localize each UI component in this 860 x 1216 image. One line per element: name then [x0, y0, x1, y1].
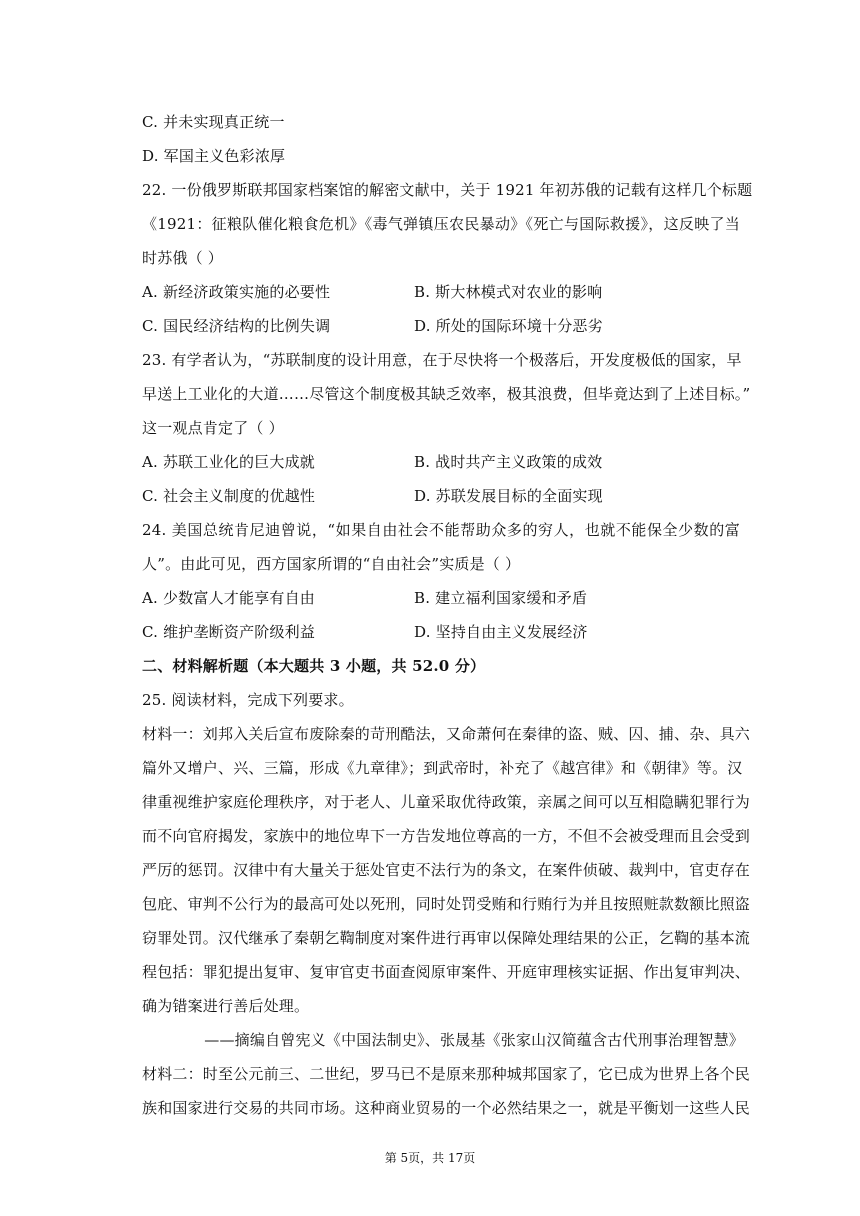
material-1-line-6: 包庇、审判不公行为的最高可处以死刑，同时处罚受贿和行贿行为并且按照赃款数额比照盗 [142, 895, 751, 913]
q23-option-a: A. 苏联工业化的巨大成就 [142, 453, 315, 471]
q21-option-c: C. 并未实现真正统一 [142, 113, 285, 131]
q24-option-b: B. 建立福利国家缓和矛盾 [414, 589, 588, 607]
q24-option-c: C. 维护垄断资产阶级利益 [142, 623, 316, 641]
q25-intro: 25. 阅读材料，完成下列要求。 [142, 691, 354, 709]
q23-stem-line-2: 早送上工业化的大道……尽管这个制度极其缺乏效率，极其浪费，但毕竟达到了上述目标。” [142, 385, 751, 403]
q22-stem-line-3: 时苏俄（ ） [142, 249, 223, 267]
material-2-line-1: 材料二：时至公元前三、二世纪，罗马已不是原来那种城邦国家了，它已成为世界上各个民 [142, 1065, 751, 1083]
q22-option-b: B. 斯大林模式对农业的影响 [414, 283, 603, 301]
material-2-line-2: 族和国家进行交易的共同市场。这种商业贸易的一个必然结果之一，就是平衡划一这些人民 [142, 1099, 751, 1117]
q24-option-d: D. 坚持自由主义发展经济 [414, 623, 588, 641]
material-1-line-3: 律重视维护家庭伦理秩序，对于老人、儿童采取优待政策，亲属之间可以互相隐瞒犯罪行为 [142, 793, 751, 811]
q22-stem-line-1: 22. 一份俄罗斯联邦国家档案馆的解密文献中，关于 1921 年初苏俄的记载有这样几个标题 [142, 181, 753, 199]
page-footer: 第 5页，共 17页 [384, 1151, 476, 1165]
q24-option-a: A. 少数富人才能享有自由 [142, 589, 315, 607]
q24-stem-line-2: 人”。由此可见，西方国家所谓的“自由社会”实质是（ ） [142, 555, 521, 573]
material-1-line-5: 严厉的惩罚。汉律中有大量关于惩处官吏不法行为的条文，在案件侦破、裁判中，官吏存在 [142, 861, 751, 879]
q23-option-c: C. 社会主义制度的优越性 [142, 487, 316, 505]
q23-stem-line-3: 这一观点肯定了（ ） [142, 419, 284, 437]
material-1-line-8: 程包括：罪犯提出复审、复审官吏书面查阅原审案件、开庭审理核实证据、作出复审判决、 [142, 963, 751, 981]
q23-stem-line-1: 23. 有学者认为，“苏联制度的设计用意，在于尽快将一个极落后，开发度极低的国家，早 [142, 351, 742, 369]
q22-option-c: C. 国民经济结构的比例失调 [142, 317, 331, 335]
q22-option-a: A. 新经济政策实施的必要性 [142, 283, 331, 301]
q21-option-d: D. 军国主义色彩浓厚 [142, 147, 286, 165]
material-1-source: ——摘编自曾宪义《中国法制史》、张晟基《张家山汉简蕴含古代刑事治理智慧》 [204, 1031, 744, 1049]
q24-stem-line-1: 24. 美国总统肯尼迪曾说，“如果自由社会不能帮助众多的穷人，也就不能保全少数的富 [142, 521, 740, 539]
q23-option-d: D. 苏联发展目标的全面实现 [414, 487, 603, 505]
q22-stem-line-2: 《1921：征粮队催化粮食危机》《毒气弹镇压农民暴动》《死亡与国际救援》，这反映了当 [142, 215, 740, 233]
q22-option-d: D. 所处的国际环境十分恶劣 [414, 317, 603, 335]
material-1-line-9: 确为错案进行善后处理。 [142, 997, 310, 1015]
material-1-line-7: 窃罪处罚。汉代继承了秦朝乞鞫制度对案件进行再审以保障处理结果的公正，乞鞫的基本流 [142, 929, 751, 947]
material-1-line-1: 材料一：刘邦入关后宣布废除秦的苛刑酷法，又命萧何在秦律的盗、贼、囚、捕、杂、具六 [142, 725, 751, 743]
section-heading: 二、材料解析题（本大题共 3 小题，共 52.0 分） [142, 657, 486, 675]
material-1-line-4: 而不向官府揭发，家族中的地位卑下一方告发地位尊高的一方，不但不会被受理而且会受到 [142, 827, 751, 845]
q23-option-b: B. 战时共产主义政策的成效 [414, 453, 603, 471]
material-1-line-2: 篇外又增户、兴、三篇，形成《九章律》；到武帝时，补充了《越宫律》和《朝律》等。汉 [142, 759, 743, 777]
